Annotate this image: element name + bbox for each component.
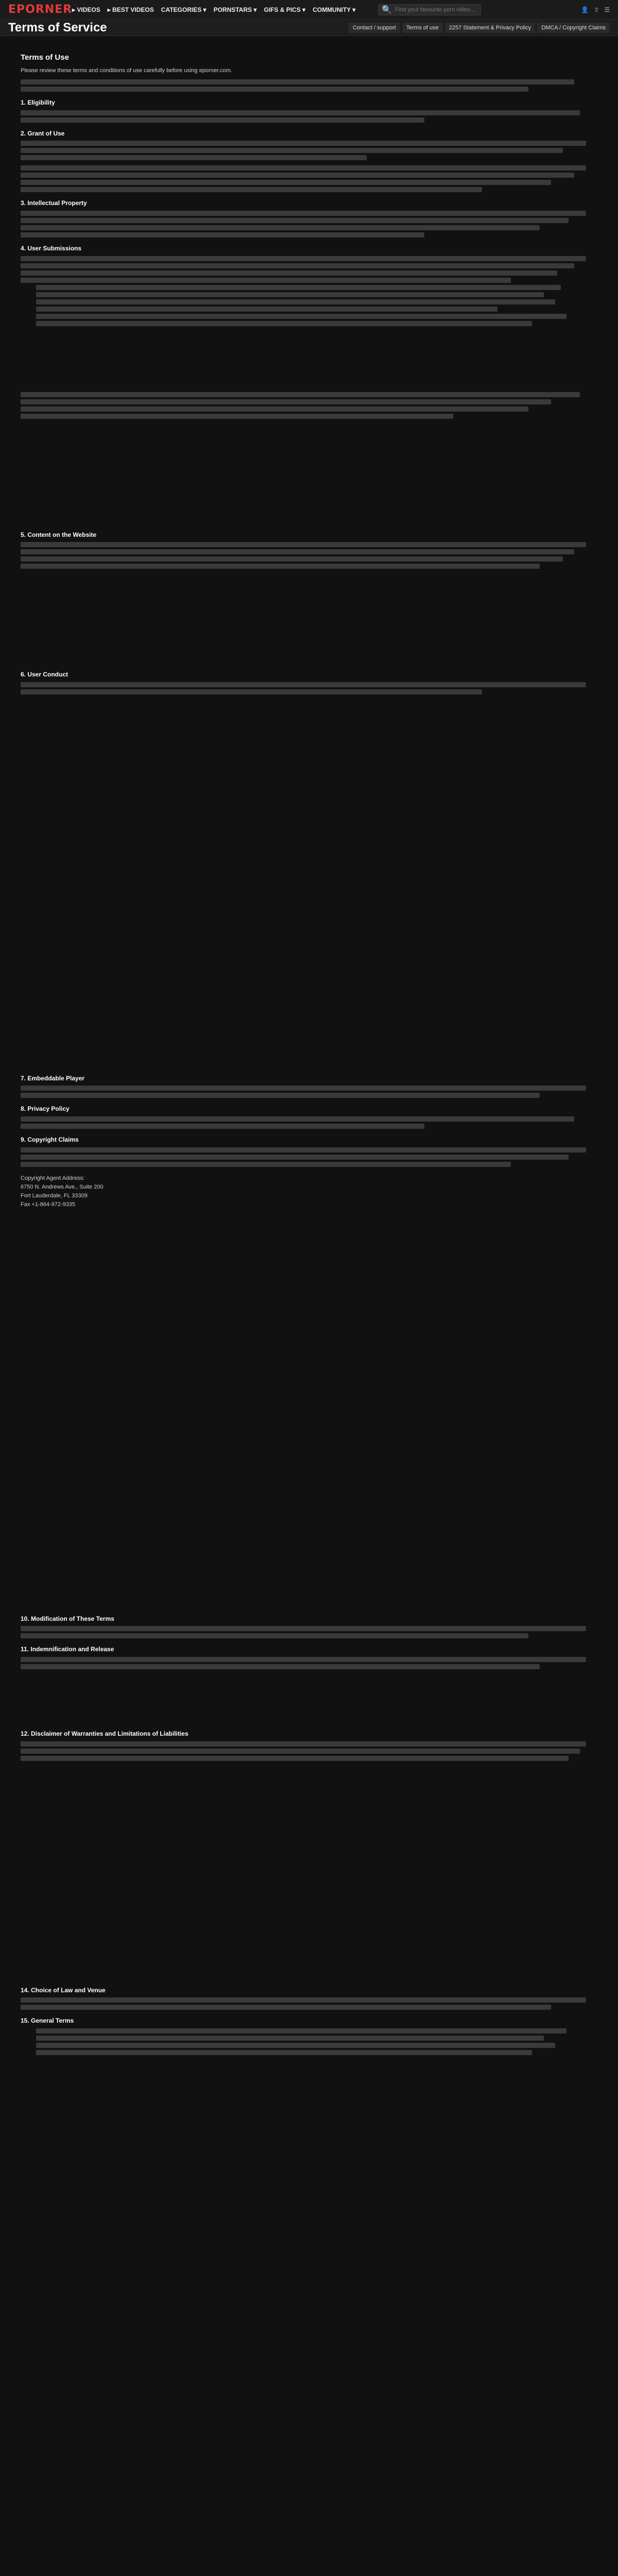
address-line: Fax +1-864-972-9335 bbox=[21, 1201, 76, 1208]
section-heading: 8. Privacy Policy bbox=[21, 1105, 70, 1113]
paragraph-line bbox=[21, 1633, 528, 1638]
paragraph-line bbox=[21, 1657, 586, 1662]
paragraph-line bbox=[21, 2005, 551, 2010]
page-title: Terms of Service bbox=[8, 20, 107, 35]
section-heading: 9. Copyright Claims bbox=[21, 1136, 79, 1144]
paragraph-line bbox=[21, 79, 574, 84]
search-input[interactable] bbox=[395, 7, 477, 13]
list-block bbox=[21, 328, 597, 390]
paragraph-line bbox=[21, 392, 580, 397]
dmca-notice-list bbox=[21, 1216, 597, 1608]
tab-2257-privacy[interactable]: 2257 Statement & Privacy Policy bbox=[445, 23, 536, 33]
main-nav bbox=[72, 6, 355, 13]
paragraph-line bbox=[21, 1124, 424, 1129]
paragraph-block bbox=[21, 571, 597, 664]
section-heading: 11. Indemnification and Release bbox=[21, 1646, 114, 1653]
section-heading: 4. User Submissions bbox=[21, 245, 82, 252]
copyright-agent-address bbox=[21, 1174, 597, 1209]
section-heading: 14. Choice of Law and Venue bbox=[21, 1986, 106, 1994]
list-line bbox=[36, 307, 497, 312]
paragraph-line bbox=[21, 1162, 511, 1167]
nav-gifs-pics[interactable]: GIFS & PICS ▾ bbox=[264, 6, 306, 13]
paragraph-line bbox=[21, 1664, 540, 1669]
search-box bbox=[378, 4, 481, 15]
paragraph-block bbox=[21, 421, 597, 524]
address-line: Fort Lauderdale, FL 33309 bbox=[21, 1192, 88, 1199]
address-line: Copyright Agent Address: bbox=[21, 1175, 85, 1181]
page-heading-bar bbox=[0, 20, 618, 36]
paragraph-line bbox=[21, 1626, 586, 1631]
list-line bbox=[36, 2050, 532, 2055]
tab-terms-of-use[interactable]: Terms of use bbox=[402, 23, 443, 33]
paragraph-line bbox=[21, 1116, 574, 1122]
section-heading: 15. General Terms bbox=[21, 2017, 74, 2025]
section-heading: 1. Eligibility bbox=[21, 99, 55, 107]
paragraph-line bbox=[21, 187, 482, 192]
search-icon[interactable]: 🔍 bbox=[382, 5, 392, 14]
paragraph-line bbox=[21, 218, 569, 223]
paragraph-line bbox=[21, 117, 424, 123]
paragraph-line bbox=[21, 165, 586, 171]
doc-subtitle: Terms of Use bbox=[21, 53, 69, 62]
user-icon[interactable]: 👤 bbox=[581, 6, 589, 13]
tab-contact-support[interactable]: Contact / support bbox=[349, 23, 400, 33]
paragraph-line bbox=[21, 148, 563, 153]
paragraph-line bbox=[21, 278, 511, 283]
paragraph-line bbox=[21, 270, 557, 276]
address-line: 6750 N. Andrews Ave., Suite 200 bbox=[21, 1183, 104, 1190]
paragraph-line bbox=[21, 232, 424, 238]
list-line bbox=[36, 321, 532, 326]
nav-best-videos[interactable]: ▸ BEST VIDEOS bbox=[107, 6, 154, 13]
paragraph-line bbox=[21, 263, 574, 268]
user-actions bbox=[581, 6, 610, 13]
section-heading: 6. User Conduct bbox=[21, 671, 68, 679]
section-heading: 2. Grant of Use bbox=[21, 129, 65, 137]
list-line bbox=[36, 2043, 555, 2048]
paragraph-line bbox=[21, 556, 563, 562]
paragraph-line bbox=[21, 180, 551, 185]
list-line bbox=[36, 314, 566, 319]
paragraph-line bbox=[21, 141, 586, 146]
nav-videos[interactable]: ▸ VIDEOS bbox=[72, 6, 100, 13]
paragraph-line bbox=[21, 406, 528, 412]
list-line bbox=[36, 2028, 566, 2033]
paragraph-line bbox=[21, 1756, 569, 1761]
section-heading: 7. Embeddable Player bbox=[21, 1074, 85, 1082]
paragraph-line bbox=[21, 1147, 586, 1153]
paragraph-line bbox=[21, 549, 574, 554]
paragraph-line bbox=[21, 564, 540, 569]
paragraph-line bbox=[21, 87, 528, 92]
section-heading: 3. Intellectual Property bbox=[21, 199, 87, 207]
terms-document bbox=[0, 36, 618, 2065]
list-line bbox=[36, 285, 561, 290]
info-tabs bbox=[349, 23, 610, 33]
nav-community[interactable]: COMMUNITY ▾ bbox=[313, 6, 356, 13]
nav-pornstars[interactable]: PORNSTARS ▾ bbox=[213, 6, 257, 13]
list-line bbox=[36, 299, 555, 304]
paragraph-line bbox=[21, 1997, 586, 2003]
paragraph-line bbox=[21, 110, 580, 115]
menu-icon[interactable]: ☰ bbox=[604, 6, 610, 13]
top-navigation bbox=[0, 0, 618, 20]
section-heading: 12. Disclaimer of Warranties and Limitations of Liabilities bbox=[21, 1730, 188, 1738]
section-heading: 5. Content on the Website bbox=[21, 531, 97, 538]
paragraph-line bbox=[21, 155, 367, 160]
paragraph-line bbox=[21, 1749, 580, 1754]
upload-icon[interactable]: ⇧ bbox=[594, 6, 599, 13]
paragraph-line bbox=[21, 689, 482, 694]
paragraph-line bbox=[21, 211, 586, 216]
paragraph-line bbox=[21, 542, 586, 547]
paragraph-line bbox=[21, 1741, 586, 1747]
section-heading: 10. Modification of These Terms bbox=[21, 1615, 114, 1622]
intro-paragraph: Please review these terms and conditions of use carefully before using eporner.com. bbox=[21, 67, 232, 74]
nav-categories[interactable]: CATEGORIES ▾ bbox=[161, 6, 207, 13]
paragraph-line bbox=[21, 1086, 586, 1091]
paragraph-line bbox=[21, 399, 551, 404]
paragraph-line bbox=[21, 256, 586, 261]
paragraph-line bbox=[21, 1155, 569, 1160]
site-logo[interactable]: EPORNER bbox=[8, 3, 73, 16]
list-line bbox=[36, 2036, 544, 2041]
user-conduct-list bbox=[21, 697, 597, 1067]
paragraph-line bbox=[21, 682, 586, 687]
tab-dmca[interactable]: DMCA / Copyright Claims bbox=[537, 23, 610, 33]
paragraph-line bbox=[21, 1093, 540, 1098]
list-line bbox=[36, 292, 544, 297]
paragraph-line bbox=[21, 173, 574, 178]
paragraph-block bbox=[21, 1763, 597, 1979]
paragraph-block bbox=[21, 1671, 597, 1723]
paragraph-line bbox=[21, 225, 540, 230]
paragraph-line bbox=[21, 414, 453, 419]
